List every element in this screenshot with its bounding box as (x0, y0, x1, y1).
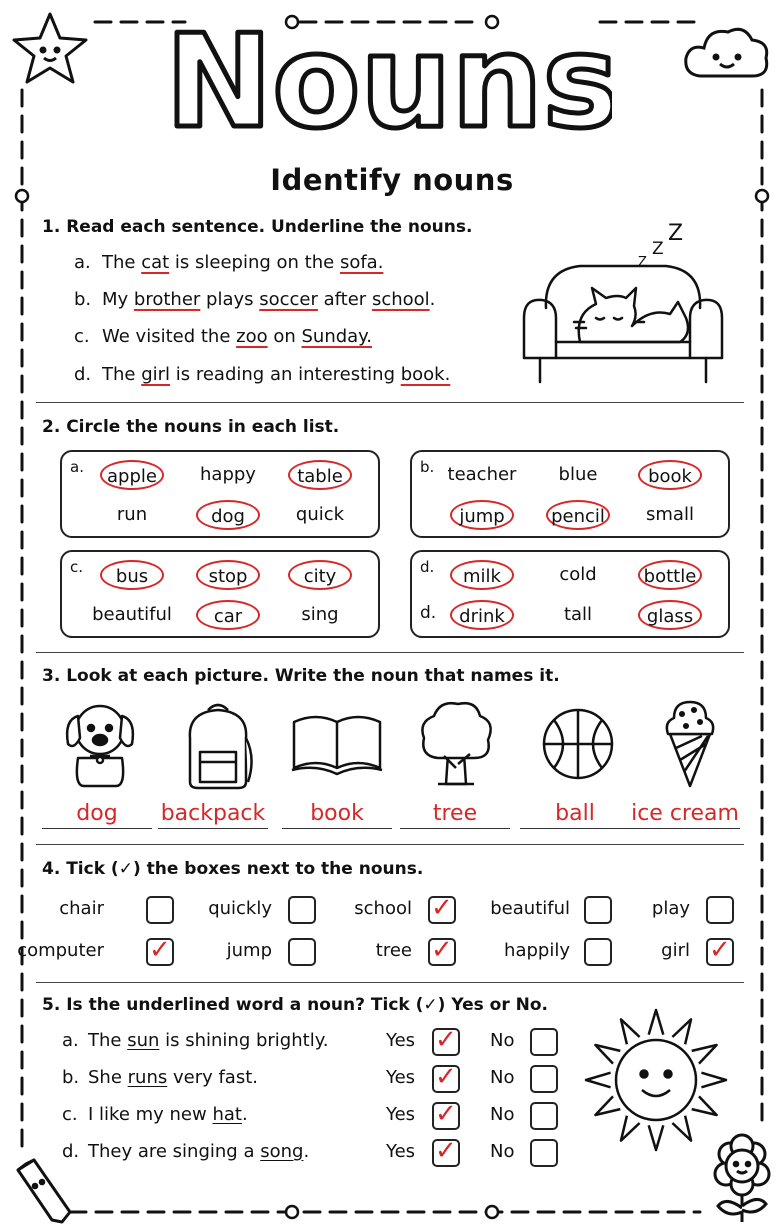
sentence-text: The (102, 364, 142, 385)
sentence-letter: c. (62, 1104, 78, 1125)
list-word: small (646, 504, 694, 525)
list-word: cold (559, 564, 597, 585)
subtitle: Identify nouns (270, 163, 514, 197)
answer-line: tree (400, 800, 510, 829)
tick-mark: ✓ (149, 935, 171, 965)
divider (36, 844, 744, 845)
circled-word: drink (450, 600, 514, 630)
sentence (74, 364, 450, 385)
sentence (74, 252, 383, 273)
tick-word: beautiful (490, 898, 570, 919)
sentence-text: . (429, 289, 436, 310)
sentence-letter: a. (62, 1030, 79, 1051)
underlined-word: song (260, 1141, 304, 1162)
tick-word: quickly (208, 898, 272, 919)
box-label: c. (70, 558, 84, 576)
no-label: No (490, 1067, 515, 1088)
sentence-text: . (241, 1104, 248, 1125)
no-checkbox[interactable] (530, 1102, 558, 1130)
yes-label: Yes (386, 1104, 416, 1125)
question-sentence (62, 1141, 309, 1162)
sun-icon (584, 1004, 728, 1154)
circled-word: table (288, 460, 352, 490)
sentence-letter: b. (74, 289, 92, 310)
q1-heading: 1. Read each sentence. Underline the nouns. (42, 217, 473, 237)
list-word: beautiful (92, 604, 172, 625)
tick-word: happily (504, 940, 570, 961)
question-sentence (62, 1067, 258, 1088)
sentence-text: We visited the (102, 326, 237, 347)
circled-word: car (196, 600, 260, 630)
checkbox[interactable] (428, 935, 456, 966)
no-label: No (490, 1030, 515, 1051)
circled-word: bottle (638, 560, 702, 590)
sentence-text: I like my new (88, 1104, 213, 1125)
svg-text:Nouns: Nouns (172, 14, 612, 149)
svg-text:Z: Z (652, 239, 664, 259)
svg-text:Z: Z (638, 255, 647, 270)
no-checkbox[interactable] (530, 1139, 558, 1167)
sentence-text: on (267, 326, 302, 347)
list-word: sing (301, 604, 339, 625)
tree-icon (418, 698, 494, 790)
sentence-text: is shining brightly. (159, 1030, 329, 1051)
underlined-word: hat (212, 1104, 242, 1125)
underlined-word: runs (127, 1067, 168, 1088)
tick-word: play (651, 898, 690, 919)
question-sentence (62, 1104, 248, 1125)
underlined-noun: cat (141, 252, 170, 273)
sentence-letter: d. (74, 364, 92, 385)
sentence-text: My (102, 289, 134, 310)
circled-word: bus (100, 560, 164, 590)
sleeping-cat-sofa-icon (520, 218, 726, 388)
sentence-letter: a. (74, 252, 91, 273)
no-checkbox[interactable] (530, 1028, 558, 1056)
list-word: run (116, 504, 148, 525)
q3-heading: 3. Look at each picture. Write the noun that names it. (42, 666, 560, 686)
q4-heading: 4. Tick (✓) the boxes next to the nouns. (42, 859, 424, 879)
sentence (74, 326, 372, 347)
divider (36, 402, 744, 403)
sentence-text: after (317, 289, 372, 310)
circled-word: jump (450, 500, 514, 530)
question-sentence (62, 1030, 329, 1051)
underlined-noun: book. (400, 364, 451, 385)
circled-word: pencil (546, 500, 610, 530)
underlined-noun: Sunday. (301, 326, 372, 347)
yes-checkbox[interactable] (432, 1099, 460, 1130)
box-label: b. (420, 458, 435, 476)
underlined-noun: brother (133, 289, 201, 310)
tick-mark: ✓ (435, 1062, 457, 1092)
tick-mark: ✓ (435, 1136, 457, 1166)
divider (36, 982, 744, 983)
book-icon (290, 712, 384, 778)
ice-cream-icon (662, 696, 718, 790)
sentence-letter: b. (62, 1067, 80, 1088)
sentence-letter: c. (74, 326, 90, 347)
sentence-text: very fast. (167, 1067, 258, 1088)
checkbox[interactable] (706, 896, 734, 924)
page-title (0, 14, 784, 153)
checkbox[interactable] (428, 893, 456, 924)
sentence-text: She (88, 1067, 128, 1088)
yes-checkbox[interactable] (432, 1025, 460, 1056)
yes-label: Yes (386, 1067, 416, 1088)
list-word: tall (563, 604, 593, 625)
checkbox[interactable] (706, 935, 734, 966)
circled-word: milk (450, 560, 514, 590)
tick-word: tree (375, 940, 412, 961)
sentence-text: is sleeping on the (169, 252, 340, 273)
yes-checkbox[interactable] (432, 1136, 460, 1167)
list-word: teacher (447, 464, 517, 485)
no-checkbox[interactable] (530, 1065, 558, 1093)
yes-checkbox[interactable] (432, 1062, 460, 1093)
circled-word: glass (638, 600, 702, 630)
sentence-text: . (303, 1141, 310, 1162)
underlined-noun: zoo (236, 326, 268, 347)
q5-heading: 5. Is the underlined word a noun? Tick (✓) Yes or No. (42, 995, 549, 1015)
tick-mark: ✓ (431, 893, 453, 923)
yes-label: Yes (386, 1141, 416, 1162)
tick-word: school (354, 898, 412, 919)
backpack-icon (176, 698, 260, 790)
box-label: d. (420, 603, 437, 623)
tick-word: girl (661, 940, 690, 961)
answer-line: ball (520, 800, 630, 829)
svg-text:Z: Z (668, 221, 684, 246)
circled-word: dog (196, 500, 260, 530)
title-lettering (172, 14, 612, 149)
tick-mark: ✓ (431, 935, 453, 965)
list-word: quick (295, 504, 345, 525)
list-word: happy (200, 464, 256, 485)
underlined-noun: sofa. (339, 252, 384, 273)
sentence-text: is reading an interesting (170, 364, 401, 385)
pencil-icon (18, 1160, 70, 1222)
box-label: d. (420, 558, 435, 576)
sentence-letter: d. (62, 1141, 80, 1162)
tick-mark: ✓ (435, 1099, 457, 1129)
tick-word: chair (59, 898, 104, 919)
circled-word: city (288, 560, 352, 590)
underlined-noun: school (371, 289, 430, 310)
q2-heading: 2. Circle the nouns in each list. (42, 417, 340, 437)
no-label: No (490, 1104, 515, 1125)
box-label: a. (70, 458, 84, 476)
divider (36, 652, 744, 653)
circled-word: stop (196, 560, 260, 590)
answer-line: backpack (158, 800, 268, 829)
sentence (74, 289, 435, 310)
sentence-text: The (102, 252, 142, 273)
underlined-word: sun (127, 1030, 160, 1051)
circled-word: apple (100, 460, 164, 490)
list-word: blue (558, 464, 598, 485)
underlined-noun: soccer (259, 289, 318, 310)
tick-word: computer (17, 940, 104, 961)
no-label: No (490, 1141, 515, 1162)
answer-line: ice cream (630, 800, 740, 829)
sentence-text: The (88, 1030, 128, 1051)
underlined-noun: girl (141, 364, 171, 385)
circled-word: book (638, 460, 702, 490)
sentence-text: plays (200, 289, 260, 310)
tick-mark: ✓ (709, 935, 731, 965)
answer-line: book (282, 800, 392, 829)
tick-mark: ✓ (435, 1025, 457, 1055)
tick-word: jump (226, 940, 272, 961)
dog-icon (60, 698, 140, 790)
ball-icon (540, 706, 616, 782)
sentence-text: They are singing a (88, 1141, 261, 1162)
answer-line: dog (42, 800, 152, 829)
yes-label: Yes (386, 1030, 416, 1051)
